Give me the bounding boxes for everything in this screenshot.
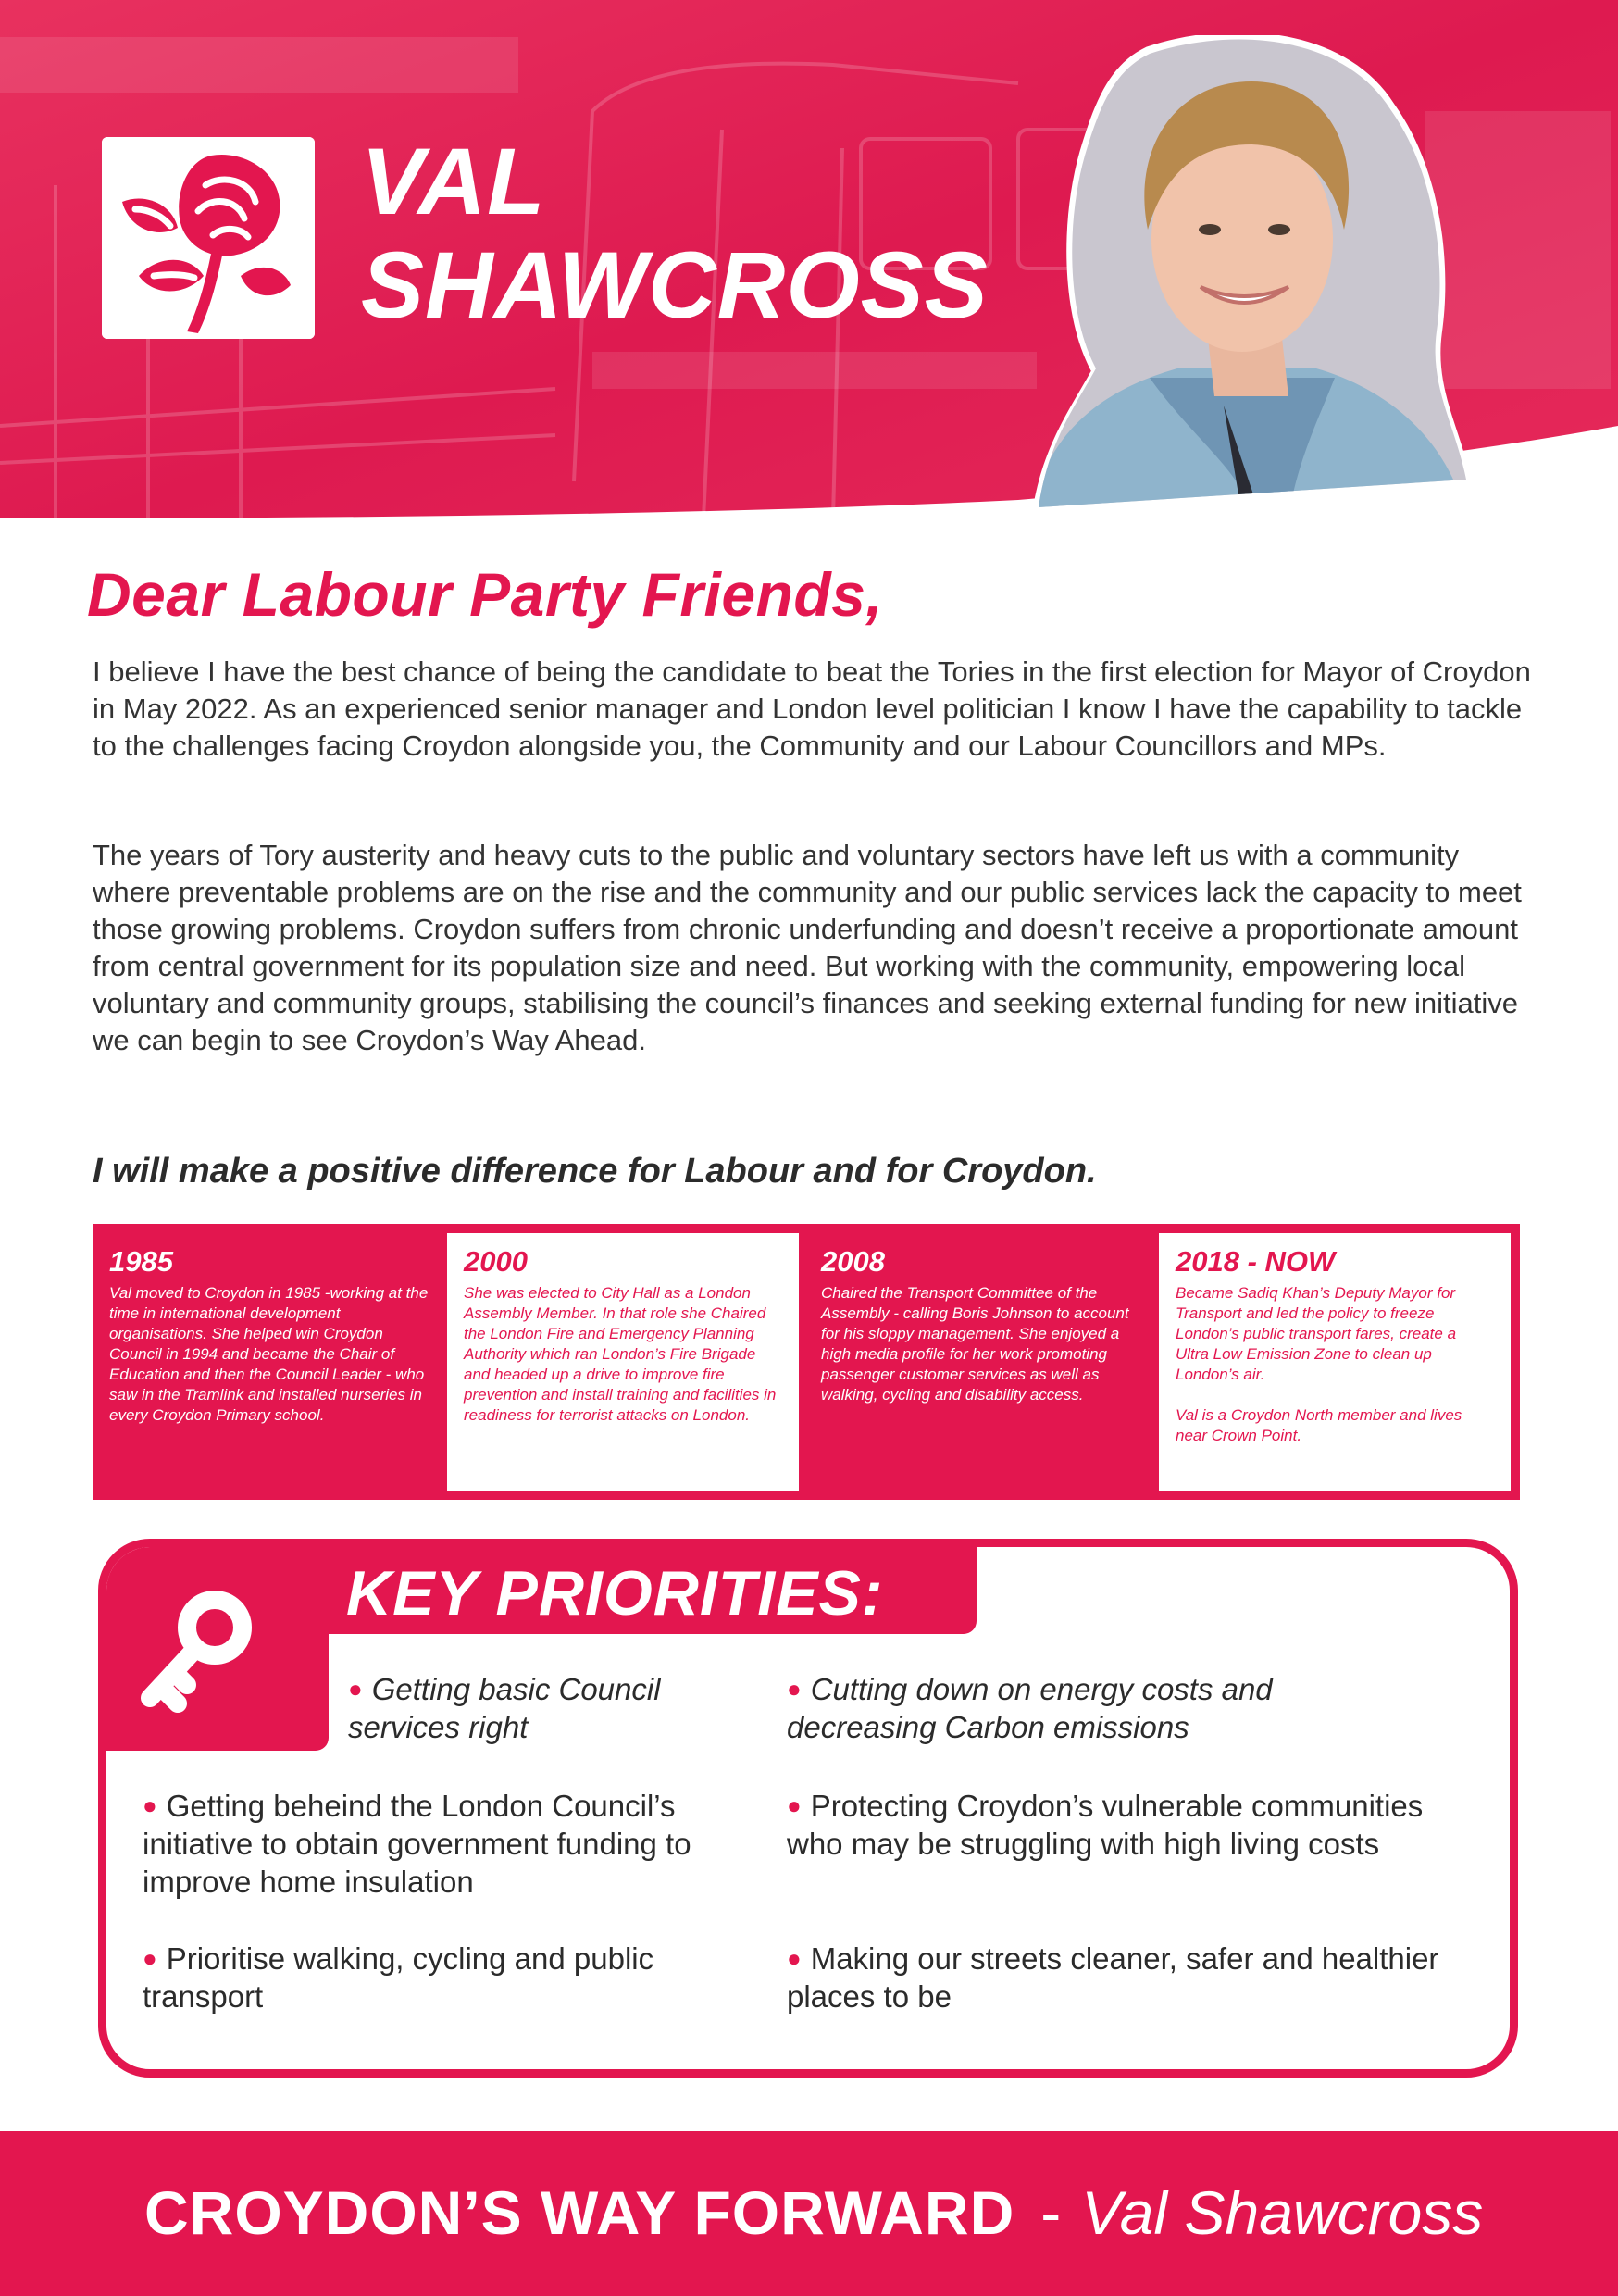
priority-item [143, 1940, 753, 2015]
priority-item [143, 1787, 753, 1901]
priority-text: Cutting down on energy costs and decreasing Carbon emissions [787, 1672, 1273, 1744]
bullet-icon: ● [348, 1675, 363, 1703]
bullet-icon: ● [787, 1791, 802, 1819]
timeline-year: 2018 - NOW [1176, 1245, 1336, 1278]
key-priorities-title: KEY PRIORITIES: [346, 1558, 884, 1628]
key-icon [120, 1579, 268, 1728]
bullet-icon: ● [143, 1944, 157, 1972]
bullet-icon: ● [143, 1791, 157, 1819]
timeline-year: 2000 [464, 1245, 528, 1278]
letter-greeting: Dear Labour Party Friends, [87, 560, 884, 629]
candidate-last-name: SHAWCROSS [361, 232, 989, 338]
timeline-text [464, 1283, 780, 1426]
timeline-text-para-2: Val is a Croydon North member and lives near Crown Point. [1176, 1406, 1462, 1444]
priority-text: Getting basic Council services right [348, 1672, 661, 1744]
timeline-year: 2008 [821, 1245, 885, 1278]
bullet-icon: ● [787, 1944, 802, 1972]
rose-icon [102, 137, 315, 339]
labour-rose-logo [102, 137, 315, 339]
timeline-text-para: Chaired the Transport Committee of the Assembly - calling Boris Johnson to account for his sloppy management. She enjoyed a high media profile for her work promoting passenger customer services as well as walking, cycling and disability access. [821, 1284, 1129, 1404]
priority-text: Prioritise walking, cycling and public transport [143, 1941, 654, 2014]
candidate-name [361, 130, 989, 337]
timeline-year: 1985 [109, 1245, 173, 1278]
priority-item [348, 1670, 755, 1746]
footer-candidate-name: Val Shawcross [1081, 2178, 1484, 2247]
priority-item [787, 1787, 1472, 1863]
timeline-text-para: Became Sadiq Khan’s Deputy Mayor for Transport and led the policy to freeze London’s public transport fares, create a Ultra Low Emission Zone to clean up London’s air. [1176, 1284, 1457, 1383]
footer-slogan [144, 2176, 1483, 2250]
priority-item [787, 1940, 1472, 2015]
letter-paragraph-1: I believe I have the best chance of being the candidate to beat the Tories in the first election for Mayor of Croydon in May 2022. As an experienced senior manager and London level politician I know I have the capability to tackle to the challenges facing Croydon alongside you, the Community and our Labour Councillors and MPs. [93, 655, 1531, 762]
timeline-text [821, 1283, 1140, 1405]
priority-text: Getting beheind the London Council’s initiative to obtain government funding to improve home insulation [143, 1789, 691, 1899]
letter-paragraph-2: The years of Tory austerity and heavy cuts to the public and voluntary sectors have left us with a community where preventable problems are on the rise and the community and our public services lack the capacity to meet those growing problems. Croydon suffers from chronic underfunding and doesn’t receive a proportionate amount from central government for its population size and need. But working with the community, empowering local voluntary and community groups, stabilising the council’s finances and seeking external funding for new initiative we can begin to see Croydon’s Way Ahead. [93, 839, 1522, 1056]
timeline-entry-2008 [804, 1233, 1159, 1491]
candidate-first-name: VAL [361, 129, 546, 234]
letter-tagline: I will make a positive difference for Labour and for Croydon. [93, 1152, 1097, 1191]
timeline-text-para: She was elected to City Hall as a London Assembly Member. In that role she Chaired the London Fire and Emergency Planning Authority which ran London’s Fire Brigade and headed up a drive to improve fire prevention and install training and facilities in readiness for terrorist attacks on London. [464, 1284, 777, 1424]
timeline-entry-2018-now [1159, 1233, 1511, 1491]
footer-separator: - [1040, 2178, 1062, 2247]
footer-slogan-main: CROYDON’S WAY FORWARD [144, 2178, 1015, 2247]
candidate-portrait [1011, 35, 1466, 517]
timeline-entry-1985 [93, 1233, 447, 1491]
timeline-entry-2000 [447, 1233, 799, 1491]
timeline-text [1176, 1283, 1492, 1446]
timeline-text-para: Val moved to Croydon in 1985 -working at the time in international development organisations. She helped win Croydon Council in 1994 and became the Chair of Education and then the Council Leader - who saw in the Tramlink and installed nurseries in every Croydon Primary school. [109, 1284, 429, 1424]
priority-text: Protecting Croydon’s vulnerable communities who may be struggling with high living costs [787, 1789, 1424, 1861]
bullet-icon: ● [787, 1675, 802, 1703]
career-timeline [93, 1224, 1520, 1500]
priority-text: Making our streets cleaner, safer and healthier places to be [787, 1941, 1439, 2014]
priority-item [787, 1670, 1379, 1746]
timeline-text [109, 1283, 429, 1426]
